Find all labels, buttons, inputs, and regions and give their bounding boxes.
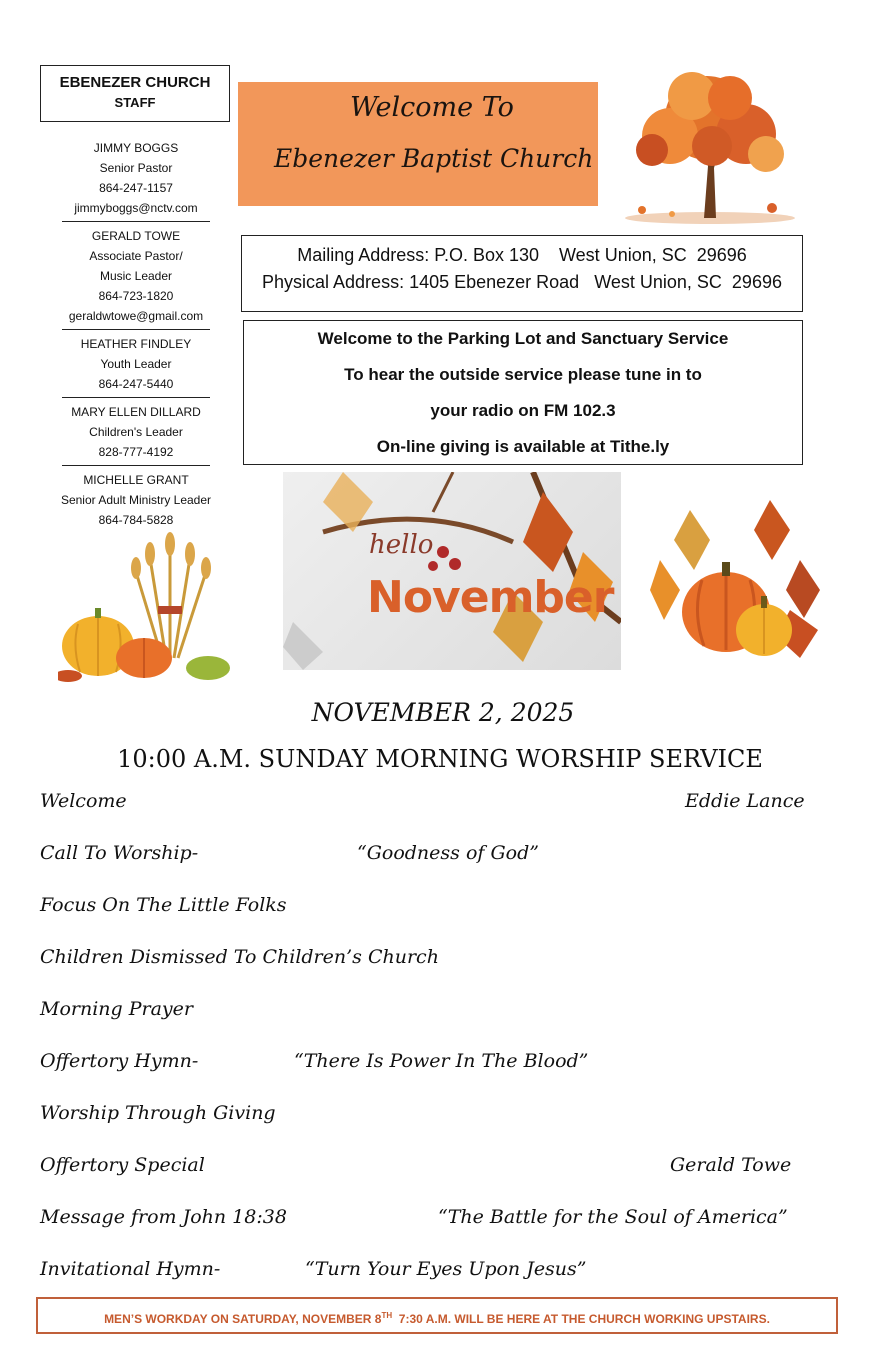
staff-divider <box>62 465 210 466</box>
hello-november-image <box>283 472 621 670</box>
staff-phone: 864-247-1157 <box>99 181 173 195</box>
program-item: Worship Through Giving <box>40 1102 276 1124</box>
welcome-line-2: Ebenezer Baptist Church <box>274 144 594 173</box>
service-date: NOVEMBER 2, 2025 <box>311 698 575 727</box>
program-detail: “There Is Power In The Blood” <box>294 1050 589 1072</box>
physical-address: Physical Address: 1405 Ebenezer Road West Union, SC 29696 <box>262 272 782 292</box>
staff-divider <box>62 221 210 222</box>
program-person: Gerald Towe <box>670 1154 792 1176</box>
staff-header-subtitle: STAFF <box>114 95 156 110</box>
program-detail: “Goodness of God” <box>357 842 539 864</box>
program-item: Call To Worship- <box>40 842 199 864</box>
staff-member <box>40 334 232 397</box>
staff-role: Associate Pastor/ <box>89 249 183 263</box>
november-leaves-art <box>283 472 621 670</box>
staff-role: Children's Leader <box>89 425 183 439</box>
service-title: 10:00 A.M. SUNDAY MORNING WORSHIP SERVICE <box>117 745 763 773</box>
staff-header <box>40 65 230 122</box>
welcome-banner <box>238 82 598 206</box>
wheat-pumpkins-illustration <box>58 528 238 684</box>
program-item: Focus On The Little Folks <box>40 894 287 916</box>
staff-phone: 864-247-5440 <box>98 377 174 391</box>
staff-email: geraldwtowe@gmail.com <box>68 309 204 323</box>
mens-workday-notice <box>36 1297 838 1334</box>
address-box <box>241 235 803 312</box>
program-item: Morning Prayer <box>40 998 193 1020</box>
staff-member <box>40 402 232 465</box>
program-item: Offertory Hymn- <box>40 1050 199 1072</box>
service-info-line: your radio on FM 102.3 <box>430 401 616 420</box>
staff-role: Senior Pastor <box>99 161 173 175</box>
staff-role: Youth Leader <box>100 357 172 371</box>
service-info-box <box>243 320 803 465</box>
mailing-address: Mailing Address: P.O. Box 130 West Union, SC 29696 <box>297 245 747 265</box>
program-detail: “Turn Your Eyes Upon Jesus” <box>305 1258 587 1280</box>
program-item: Message from John 18:38 <box>40 1206 287 1228</box>
staff-phone: 864-784-5828 <box>98 513 174 527</box>
staff-role: Senior Adult Ministry Leader <box>60 493 212 507</box>
program-person: Eddie Lance <box>685 790 805 812</box>
program-item: Welcome <box>40 790 127 812</box>
service-info-line: On-line giving is available at Tithe.ly <box>376 437 670 456</box>
staff-name: MARY ELLEN DILLARD <box>71 405 201 419</box>
hello-text: hello <box>369 530 434 560</box>
staff-member <box>40 226 232 329</box>
notice-text: MEN’S WORKDAY ON SATURDAY, NOVEMBER 8 <box>104 1312 382 1326</box>
pumpkins-illustration <box>650 500 822 668</box>
program-item: Invitational Hymn- <box>40 1258 221 1280</box>
service-info-line: To hear the outside service please tune in to <box>344 365 702 384</box>
staff-name: JIMMY BOGGS <box>93 141 179 155</box>
staff-member <box>40 470 232 533</box>
staff-member <box>40 138 232 221</box>
staff-divider <box>62 329 210 330</box>
staff-name: MICHELLE GRANT <box>83 473 189 487</box>
staff-name: HEATHER FINDLEY <box>80 337 192 351</box>
service-info-line: Welcome to the Parking Lot and Sanctuary Service <box>317 329 729 348</box>
staff-email: jimmyboggs@nctv.com <box>74 201 198 215</box>
program-item: Offertory Special <box>40 1154 205 1176</box>
staff-divider <box>62 397 210 398</box>
november-text: November <box>367 572 614 623</box>
staff-role: Music Leader <box>99 269 173 283</box>
staff-phone: 864-723-1820 <box>98 289 174 303</box>
notice-text: 7:30 A.M. WILL BE HERE AT THE CHURCH WORKING UPSTAIRS. <box>392 1312 770 1326</box>
welcome-line-1: Welcome To <box>350 92 514 123</box>
staff-phone: 828-777-4192 <box>98 445 174 459</box>
staff-list <box>40 138 232 533</box>
notice-suffix: TH <box>381 1311 393 1320</box>
program-detail: “The Battle for the Soul of America” <box>438 1206 788 1228</box>
staff-header-title: EBENEZER CHURCH <box>59 74 211 91</box>
staff-name: GERALD TOWE <box>91 229 181 243</box>
program-item: Children Dismissed To Children’s Church <box>40 946 439 968</box>
autumn-tree-illustration <box>612 68 802 224</box>
